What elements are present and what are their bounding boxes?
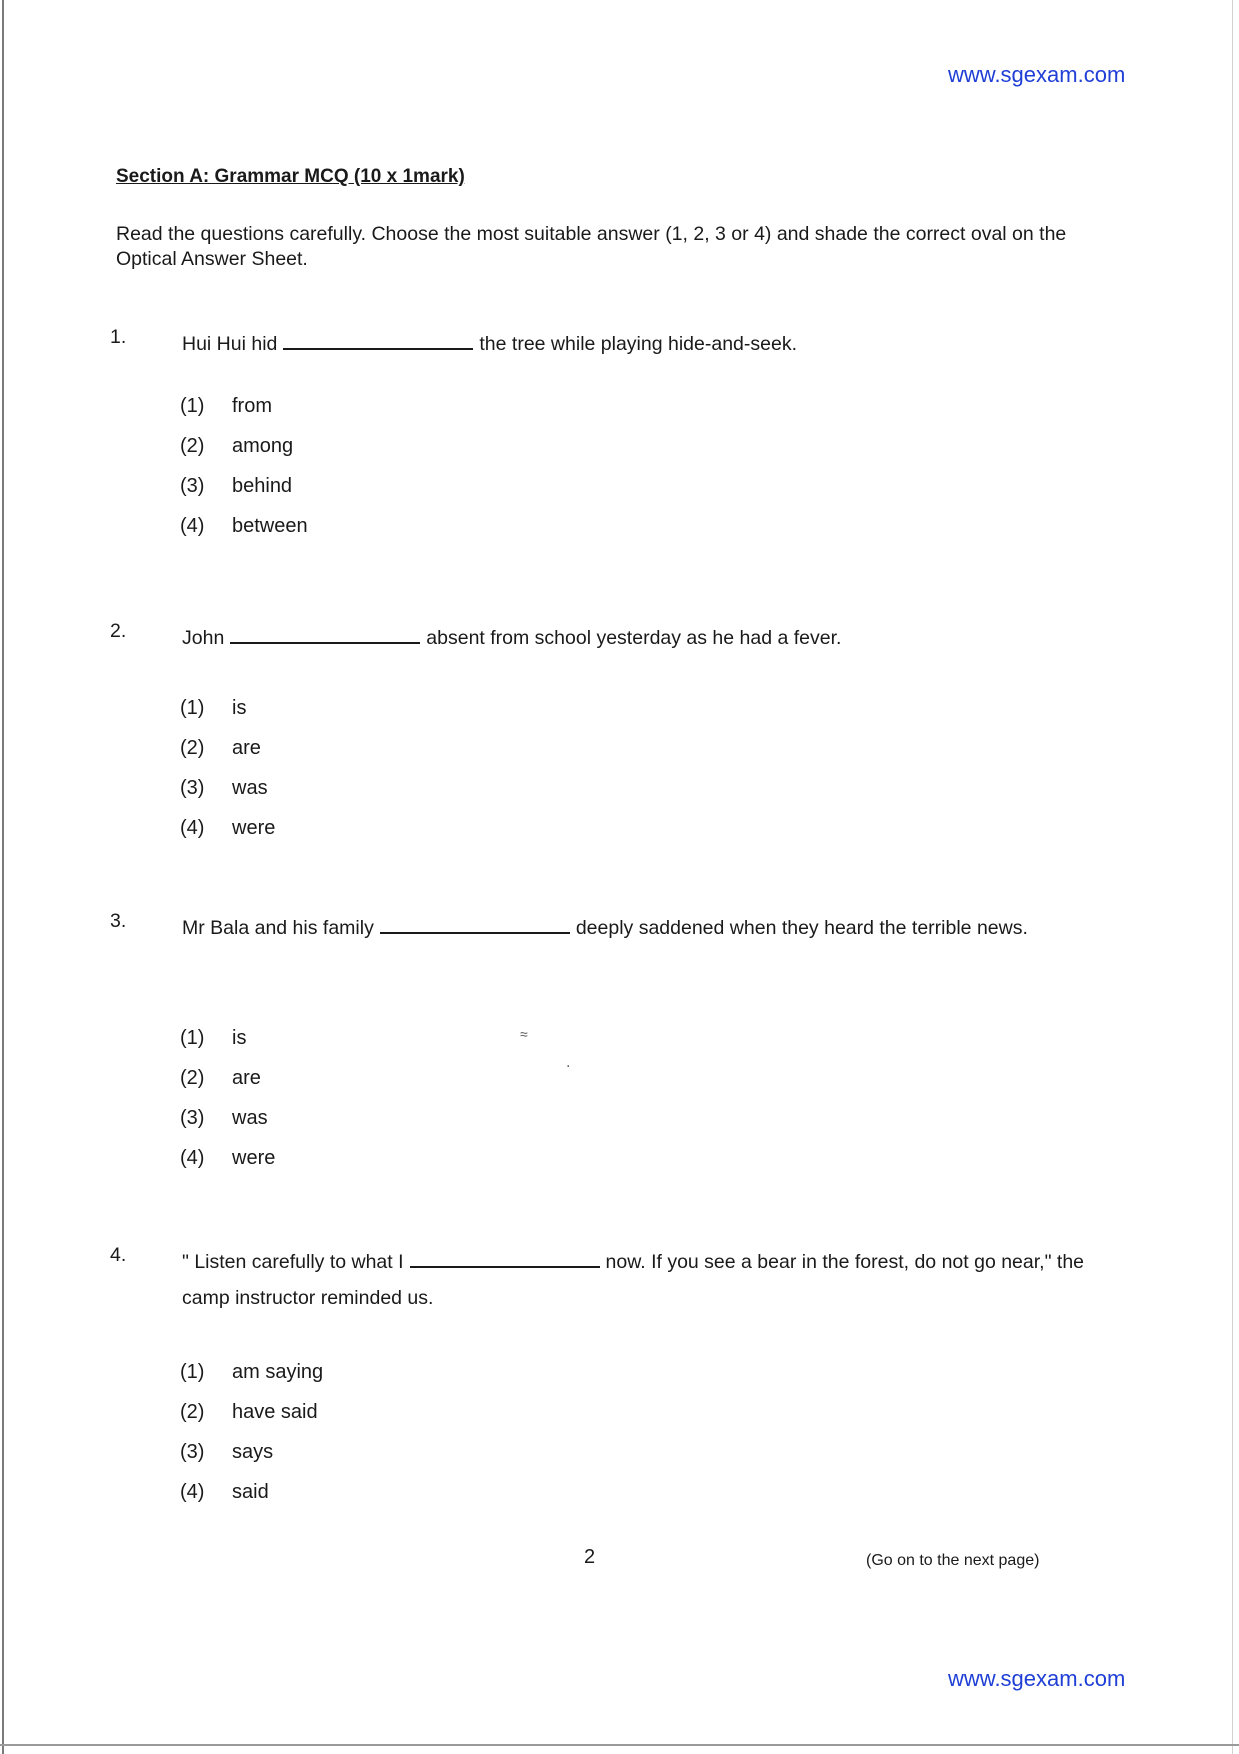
option-number: (3) xyxy=(180,475,205,497)
section-instructions: Read the questions carefully. Choose the most suitable answer (1, 2, 3 or 4) and shade the correct oval on the Optical Answer Sheet. xyxy=(116,223,1067,270)
question-number: 2. xyxy=(110,620,127,642)
option-number: (3) xyxy=(180,777,205,799)
option-2 xyxy=(180,426,308,466)
stem-after-blank: the tree while playing hide-and-seek. xyxy=(479,333,797,355)
site-url-top: www.sgexam.com xyxy=(948,62,1126,87)
option-number: (4) xyxy=(180,817,205,839)
option-text: among xyxy=(232,435,294,457)
option-3 xyxy=(180,466,308,506)
option-text: is xyxy=(232,697,247,719)
option-number: (4) xyxy=(180,1147,205,1169)
option-2 xyxy=(180,1058,275,1098)
option-4 xyxy=(180,808,275,848)
options-list xyxy=(180,1352,323,1512)
option-text: behind xyxy=(232,475,293,497)
option-text: said xyxy=(232,1481,269,1503)
question-stem xyxy=(182,910,1102,946)
option-4 xyxy=(180,506,308,546)
option-number: (1) xyxy=(180,697,205,719)
question-number: 4. xyxy=(110,1244,127,1266)
option-number: (3) xyxy=(180,1441,205,1463)
option-text: is xyxy=(232,1027,247,1049)
scan-edge-bottom xyxy=(0,1744,1239,1746)
option-text: have said xyxy=(232,1401,318,1423)
question-number: 3. xyxy=(110,910,127,932)
option-4 xyxy=(180,1472,323,1512)
option-text: from xyxy=(232,395,272,417)
stem-before-blank: Hui Hui hid xyxy=(182,333,278,355)
option-4 xyxy=(180,1138,275,1178)
stem-after-blank: absent from school yesterday as he had a fever. xyxy=(426,627,842,649)
option-text: was xyxy=(232,777,268,799)
option-text: are xyxy=(232,1067,261,1089)
answer-blank xyxy=(283,330,473,350)
page-number: 2 xyxy=(584,1546,596,1568)
scan-speck: ≈ xyxy=(520,1026,528,1042)
option-number: (1) xyxy=(180,1361,205,1383)
option-number: (2) xyxy=(180,435,205,457)
answer-blank xyxy=(230,624,420,644)
option-text: was xyxy=(232,1107,268,1129)
scan-edge-left xyxy=(2,0,4,1754)
scan-edge-right xyxy=(1232,0,1233,1754)
option-number: (2) xyxy=(180,1067,205,1089)
site-url-bottom: www.sgexam.com xyxy=(948,1666,1126,1691)
option-text: were xyxy=(232,817,276,839)
stem-after-blank: deeply saddened when they heard the terrible news. xyxy=(575,917,1028,939)
scan-speck: ⋅ xyxy=(566,1058,571,1074)
option-number: (3) xyxy=(180,1107,205,1129)
question-stem xyxy=(182,620,1102,656)
stem-before-blank: " Listen carefully to what I xyxy=(182,1251,404,1273)
option-number: (1) xyxy=(180,395,205,417)
next-page-note: (Go on to the next page) xyxy=(866,1552,1040,1569)
question-number: 1. xyxy=(110,326,127,348)
stem-before-blank: John xyxy=(182,627,225,649)
option-2 xyxy=(180,1392,323,1432)
answer-blank xyxy=(380,914,570,934)
stem-before-blank: Mr Bala and his family xyxy=(182,917,374,939)
section-title: Section A: Grammar MCQ (10 x 1mark) xyxy=(116,166,465,187)
option-1 xyxy=(180,386,308,426)
stem-after-blank: now. If you see a bear in the forest, do not go near," the camp instructor reminded us. xyxy=(182,1251,1085,1309)
option-2 xyxy=(180,728,275,768)
option-number: (1) xyxy=(180,1027,205,1049)
option-text: were xyxy=(232,1147,276,1169)
option-number: (4) xyxy=(180,1481,205,1503)
question-stem xyxy=(182,326,1102,362)
option-3 xyxy=(180,1432,323,1472)
question-stem xyxy=(182,1244,1102,1316)
options-list xyxy=(180,386,308,546)
option-number: (2) xyxy=(180,1401,205,1423)
option-text: are xyxy=(232,737,261,759)
option-number: (4) xyxy=(180,515,205,537)
options-list xyxy=(180,688,275,848)
option-text: between xyxy=(232,515,308,537)
option-1 xyxy=(180,1352,323,1392)
options-list xyxy=(180,1018,275,1178)
option-3 xyxy=(180,768,275,808)
option-text: am saying xyxy=(232,1361,324,1383)
option-1 xyxy=(180,1018,275,1058)
answer-blank xyxy=(410,1248,600,1268)
option-text: says xyxy=(232,1441,274,1463)
option-1 xyxy=(180,688,275,728)
option-3 xyxy=(180,1098,275,1138)
option-number: (2) xyxy=(180,737,205,759)
